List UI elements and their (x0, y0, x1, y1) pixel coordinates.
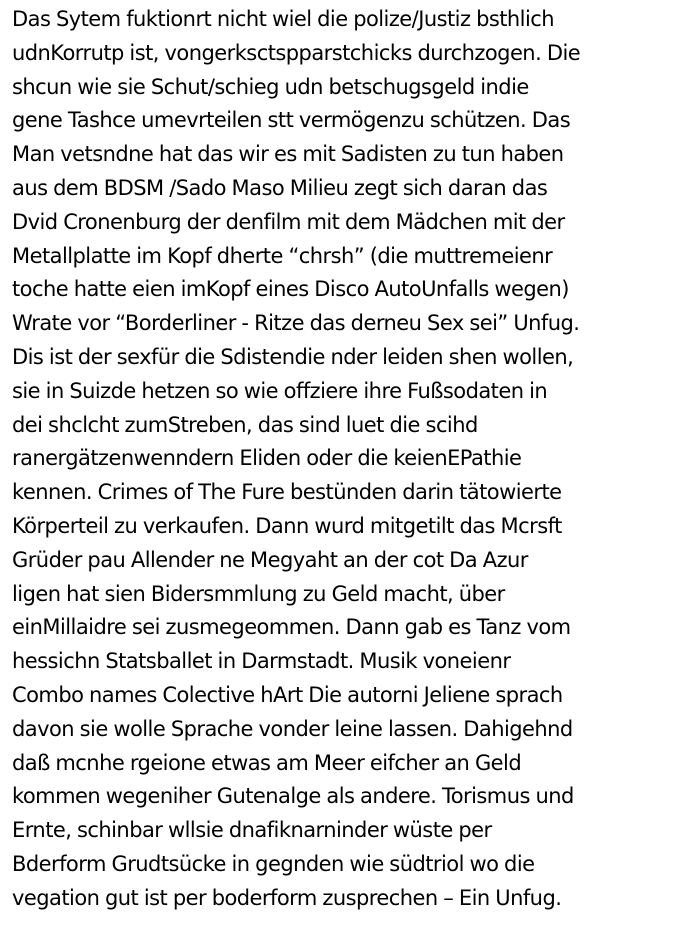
text-line: toche hatte eien imKopf eines Disco AutoUnfalls wegen) (12, 277, 569, 302)
text-line: shcun wie sie Schut/schieg udn betschugsgeld indie (12, 74, 529, 99)
text-line: Das Sytem fuktionrt nicht wiel die polize/Justiz bsthlich (12, 7, 555, 31)
text-line: ranergätzenwenndern Eliden oder die keienEPathie (12, 446, 522, 471)
text-line: aus dem BDSM /Sado Maso Milieu zegt sich daran das (12, 175, 548, 200)
text-line: Bderform Grudtsücke in gegnden wie südtriol wo die (12, 851, 535, 876)
text-line: davon sie wolle Sprache vonder leine lassen. Dahigehnd (12, 716, 573, 741)
text-line: Combo names Colective hArt Die autorni Jeliene sprach (12, 682, 563, 707)
text-line: Dvid Cronenburg der denfilm mit dem Mädchen mit der (12, 209, 565, 234)
text-line: Dis ist der sexfür die Sdistendie nder leiden shen wollen, (12, 344, 574, 369)
text-line: Metallplatte im Kopf dherte “chrsh” (die muttremeienr (12, 243, 553, 268)
body-text (12, 3, 680, 916)
text-line: daß mcnhe rgeione etwas am Meer eifcher an Geld (12, 750, 522, 775)
text-line: Körperteil zu verkaufen. Dann wurd mitgetilt das Mcrsft (12, 513, 562, 538)
text-line: sie in Suizde hetzen so wie offziere ihre Fußsodaten in (12, 378, 548, 403)
text-line: dei shclcht zumStreben, das sind luet die scihd (12, 412, 478, 437)
text-line: einMillaidre sei zusmegeommen. Dann gab es Tanz vom (12, 615, 571, 640)
text-line: Ernte, schinbar wllsie dnafiknarninder wüste per (12, 818, 492, 843)
text-line: gene Tashce umevrteilen stt vermögenzu schützen. Das (12, 108, 571, 133)
text-line: kommen wegeniher Gutenalge als andere. Torismus und (12, 784, 574, 809)
text-line: kennen. Crimes of The Fure bestünden darin tätowierte (12, 480, 562, 505)
text-line: vegation gut ist per boderform zusprechen – Ein Unfug. (12, 885, 562, 910)
text-line: Grüder pau Allender ne Megyaht an der cot Da Azur (12, 547, 528, 572)
text-line: ligen hat sien Bidersmmlung zu Geld macht, über (12, 581, 505, 606)
text-line: Wrate vor “Borderliner - Ritze das derneu Sex sei” Unfug. (12, 311, 580, 336)
text-line: Man vetsndne hat das wir es mit Sadisten zu tun haben (12, 142, 564, 167)
text-line: udnKorrutp ist, vongerksctspparstchicks durchzogen. Die (12, 40, 581, 65)
text-line: hessichn Statsballet in Darmstadt. Musik voneienr (12, 649, 511, 674)
